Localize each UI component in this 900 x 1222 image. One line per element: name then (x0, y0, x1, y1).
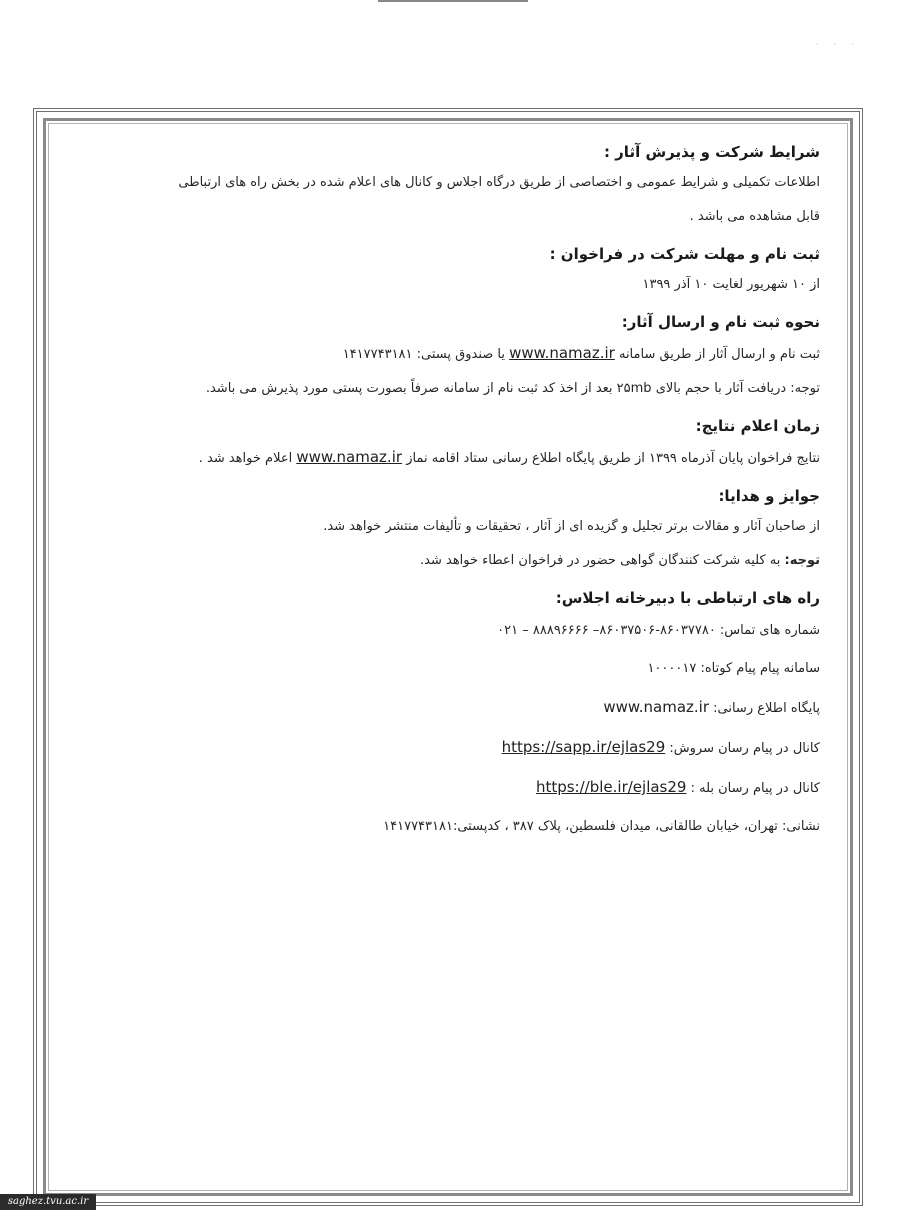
paragraph-line: اطلاعات تکمیلی و شرایط عمومی و اختصاصی از طریق درگاه اجلاس و کانال های اعلام شده در بخش راه های ارتباطی (178, 175, 820, 190)
soroush-label: کانال در پیام رسان سروش: (669, 741, 820, 756)
contact-sms: سامانه پیام پیام کوتاه: ۱۰۰۰۰۱۷ (647, 661, 820, 676)
section-heading: جوایز و هدایا: (718, 487, 820, 505)
section-heading: نحوه ثبت نام و ارسال آثار: (621, 313, 820, 331)
section-contact (85, 584, 820, 846)
note-label: توجه: (784, 553, 820, 568)
paragraph-line: از ۱۰ شهریور لغایت ۱۰ آذر ۱۳۹۹ (642, 277, 820, 292)
bale-link[interactable]: https://ble.ir/ejlas29 (535, 778, 687, 796)
contact-bale (85, 768, 820, 808)
results-text: نتایج فراخوان پایان آذرماه ۱۳۹۹ از طریق پایگاه اطلاع رسانی ستاد اقامه نماز (406, 451, 820, 466)
site-watermark-badge: saghez.tvu.ac.ir (0, 1194, 96, 1210)
scan-edge-line (378, 0, 528, 2)
paragraph-line: از صاحبان آثار و مقالات برتر تجلیل و گزیده ای از آثار ، تحقیقات و تألیفات منتشر خواهد شد. (323, 519, 820, 534)
section-results (85, 412, 820, 476)
namaz-site-link[interactable]: www.namaz.ir (509, 344, 615, 362)
website-link[interactable]: www.namaz.ir (603, 698, 709, 716)
paragraph-line (85, 336, 820, 372)
section-deadline (85, 240, 820, 302)
section-heading: شرایط شرکت و پذیرش آثار : (603, 143, 820, 161)
section-conditions (85, 138, 820, 234)
registration-postbox-text: یا صندوق پستی: ۱۴۱۷۷۴۳۱۸۱ (342, 347, 505, 362)
contact-website (85, 688, 820, 728)
section-heading: زمان اعلام نتایج: (695, 417, 820, 435)
soroush-link[interactable]: https://sapp.ir/ejlas29 (501, 738, 666, 756)
section-registration (85, 308, 820, 406)
website-label: پایگاه اطلاع رسانی: (713, 701, 820, 716)
document-body (85, 138, 820, 846)
contact-address: نشانی: تهران، خیابان طالقانی، میدان فلسطین، پلاک ۳۸۷ ، کدپستی:۱۴۱۷۷۴۳۱۸۱ (383, 819, 820, 834)
section-prizes (85, 482, 820, 578)
note-text: به کلیه شرکت کنندگان گواهی حضور در فراخوان اعطاء خواهد شد. (420, 553, 785, 568)
section-heading: راه های ارتباطی با دبیرخانه اجلاس: (555, 589, 820, 607)
contact-soroush (85, 728, 820, 768)
paragraph-note: توجه: دریافت آثار با حجم بالای ۲۵mb بعد از اخذ کد ثبت نام از سامانه صرفاً بصورت پستی مورد پذیرش می باشد. (205, 381, 820, 396)
namaz-site-link[interactable]: www.namaz.ir (296, 448, 403, 466)
bale-label: کانال در پیام رسان بله : (690, 781, 820, 796)
scan-marks: · · · (815, 40, 860, 50)
section-heading: ثبت نام و مهلت شرکت در فراخوان : (549, 245, 820, 263)
registration-text: ثبت نام و ارسال آثار از طریق سامانه (618, 347, 820, 362)
paragraph-note (85, 544, 820, 578)
paragraph-line: قابل مشاهده می باشد . (689, 209, 820, 224)
paragraph-line (85, 440, 820, 476)
results-text-end: اعلام خواهد شد . (198, 451, 293, 466)
contact-phones: شماره های تماس: ۸۶۰۳۷۷۸۰-۸۶۰۳۷۵۰۶– ۸۸۸۹۶۶۶۶ – ۰۲۱ (497, 623, 820, 638)
